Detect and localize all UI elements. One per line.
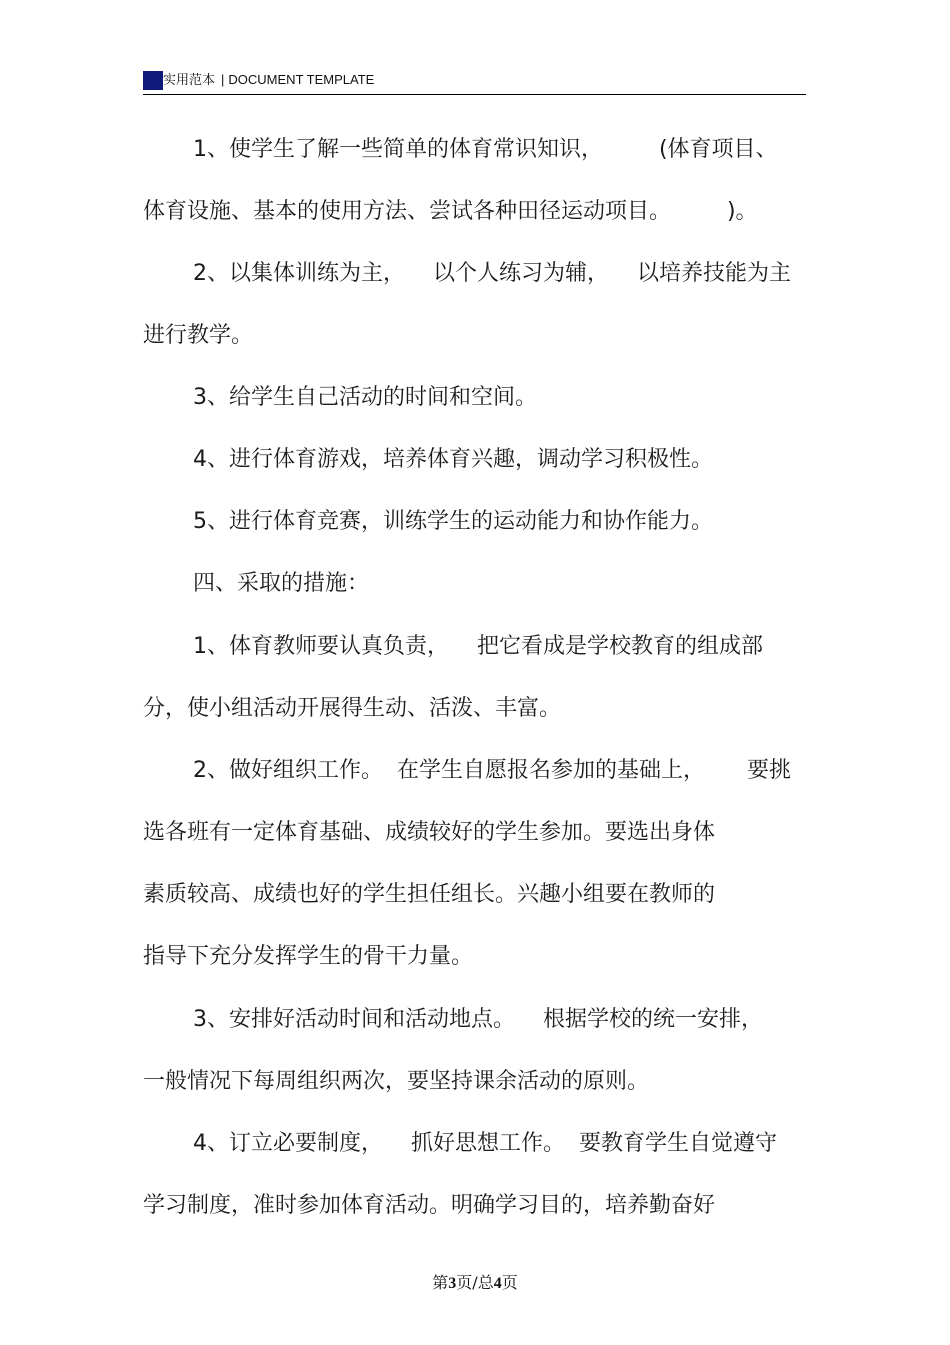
body-line: 4、订立必要制度， 抓好思想工作。 要教育学生自觉遵守 (193, 1131, 777, 1156)
body-line: 3、给学生自己活动的时间和空间。 (193, 385, 537, 410)
body-line: 一般情况下每周组织两次，要坚持课余活动的原则。 (143, 1069, 650, 1094)
body-line: 分，使小组活动开展得生动、活泼、丰富。 (143, 696, 562, 721)
header-text (163, 72, 374, 88)
footer-middle: 页/总 (456, 1273, 494, 1292)
body-line: 进行教学。 (143, 323, 254, 348)
footer-prefix: 第 (432, 1273, 449, 1292)
body-line: 选各班有一定体育基础、成绩较好的学生参加。要选出身体 (143, 820, 716, 845)
body-line: 学习制度，准时参加体育活动。明确学习目的，培养勤奋好 (143, 1193, 716, 1218)
footer-page-number: 3 (448, 1275, 457, 1292)
header-separator: | (221, 72, 225, 87)
body-line: 1、使学生了解一些简单的体育常识知识， (体育项目、 (193, 137, 778, 162)
body-line: 指导下充分发挥学生的骨干力量。 (143, 944, 474, 969)
body-line: 素质较高、成绩也好的学生担任组长。兴趣小组要在教师的 (143, 882, 716, 907)
footer-suffix: 页 (501, 1273, 518, 1292)
footer-total-pages: 4 (493, 1275, 502, 1292)
header-label: 实用范本 (163, 72, 216, 87)
body-line: 3、安排好活动时间和活动地点。 根据学校的统一安排， (193, 1007, 763, 1032)
header-template: DOCUMENT TEMPLATE (228, 72, 375, 87)
page-footer (0, 1272, 950, 1295)
body-line: 5、进行体育竞赛，训练学生的运动能力和协作能力。 (193, 509, 713, 534)
header-logo-square (143, 71, 163, 90)
section-heading: 四、采取的措施： (193, 571, 370, 596)
body-line: 4、进行体育游戏，培养体育兴趣，调动学习积极性。 (193, 447, 713, 472)
body-line: 2、以集体训练为主， 以个人练习为辅， 以培养技能为主 (193, 261, 791, 286)
body-line: 体育设施、基本的使用方法、尝试各种田径运动项目。 )。 (143, 199, 758, 224)
body-line: 1、体育教师要认真负责， 把它看成是学校教育的组成部 (193, 634, 763, 659)
page-header (143, 66, 806, 95)
body-line: 2、做好组织工作。 在学生自愿报名参加的基础上， 要挑 (193, 758, 791, 783)
